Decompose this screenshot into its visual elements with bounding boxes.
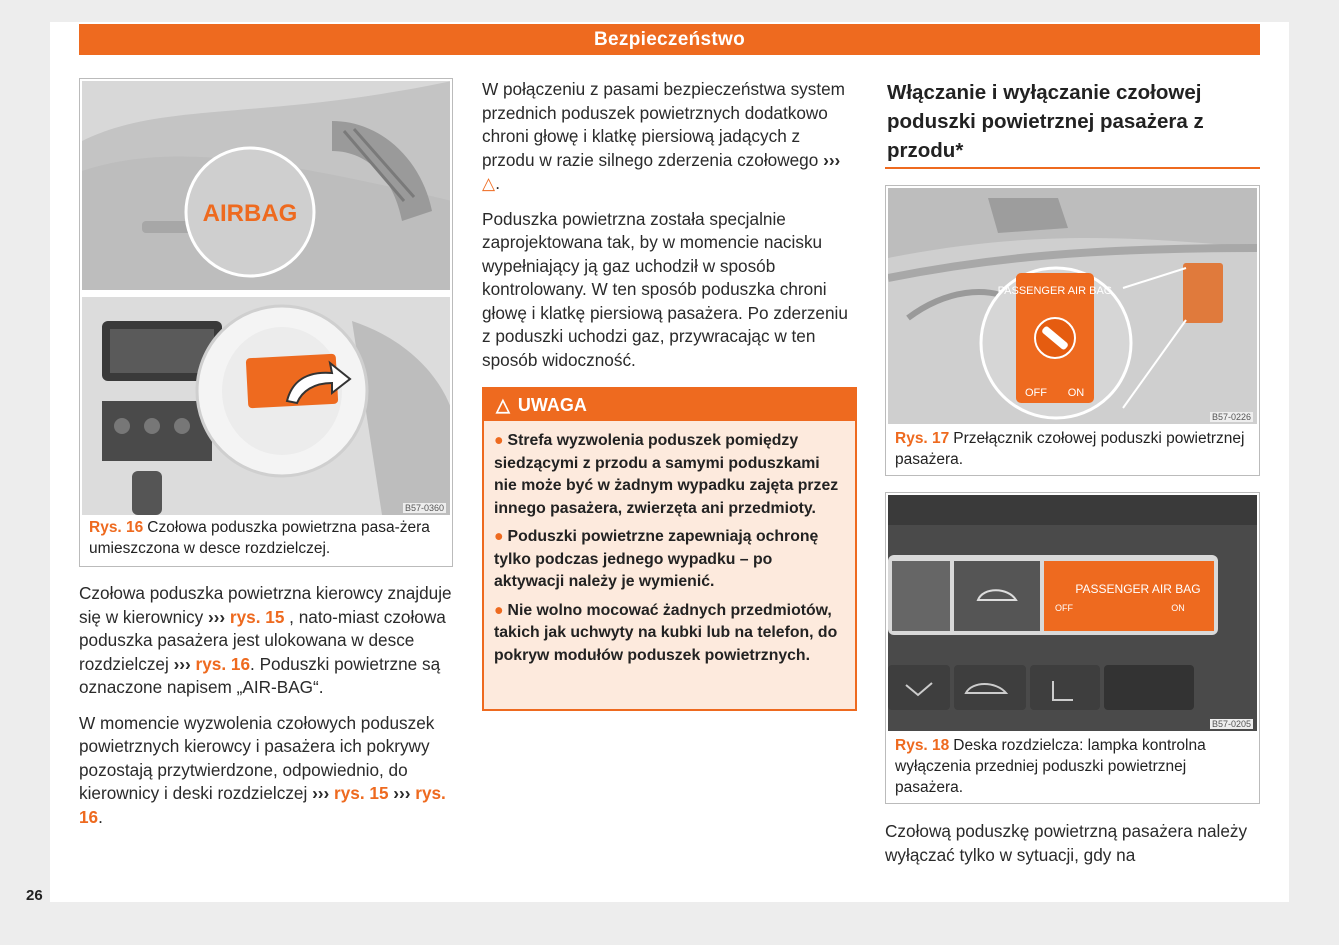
figure-17-code: B57-0226 [1211, 412, 1251, 422]
switch-off-label: OFF [1025, 387, 1047, 399]
ref-arrow: ››› [393, 783, 411, 803]
section-heading: Włączanie i wyłączanie czołowej poduszki powietrznej pasażera z przodu* [887, 81, 1204, 162]
column-3-text [885, 820, 1260, 879]
bullet-icon: ● [494, 432, 504, 449]
figure-18-caption-text: Deska rozdzielcza: lampka kontrolna wyłączenia przedniej poduszki powietrznej pasażera. [895, 737, 1206, 796]
warning-item-text: Strefa wyzwolenia poduszek pomiędzy siedzącymi z przodu a samymi poduszkami nie może być w żadnym wypadku zajęta przez innego pasażera, zwierzęta ani przedmioty. [494, 432, 839, 517]
ref-arrow: ››› [312, 783, 330, 803]
text-span: . Poduszki powietrzne są oznaczone napisem „AIR-BAG“. [79, 653, 441, 697]
heading-divider [885, 167, 1260, 169]
ref-link-rys15[interactable]: rys. 15 [229, 606, 285, 627]
warning-box [482, 387, 857, 711]
column-2-text [482, 78, 857, 384]
ref-arrow: ››› [173, 653, 191, 674]
figure-18-code: B57-0205 [1211, 719, 1251, 729]
text-span: . [98, 806, 103, 827]
warning-title: UWAGA [517, 395, 587, 415]
ref-link-rys16[interactable]: rys. 16 [79, 783, 446, 827]
text-span: , nato-miast czołowa poduszka pasażera jest ulokowana w desce rozdzielczej [79, 606, 446, 674]
lamp-text: PASSENGER AIR BAG [1075, 582, 1201, 596]
figure-18-caption [895, 735, 1253, 798]
warning-item [494, 430, 845, 520]
figure-16-label: Rys. 16 [89, 519, 144, 536]
column-1-text [79, 582, 457, 841]
warning-item [494, 526, 845, 594]
warning-icon: △ [496, 395, 510, 415]
figure-16-caption-text: Czołowa poduszka powietrzna pasa-żera umieszczona w desce rozdzielczej. [89, 519, 430, 557]
figure-16-code: B57-0360 [404, 503, 444, 513]
figure-18 [885, 492, 1260, 804]
figure-16-image [82, 81, 450, 515]
figure-18-image [888, 495, 1257, 731]
figure-18-label: Rys. 18 [895, 737, 950, 754]
dashboard-lamp-illustration [888, 495, 1257, 731]
lamp-on-label: ON [1171, 603, 1185, 613]
airbag-dashboard-illustration [82, 81, 450, 515]
paragraph-airbag-covers [79, 712, 457, 830]
paragraph-disable-airbag: Czołową poduszkę powietrzną pasażera należy wyłączać tylko w sytuacji, gdy na [885, 821, 1248, 865]
ref-arrow: ››› [207, 606, 226, 627]
airbag-label: AIRBAG [202, 200, 298, 227]
bullet-icon: ● [494, 528, 504, 545]
figure-17-caption-text: Przełącznik czołowej poduszki powietrznej pasażera. [895, 430, 1245, 468]
figure-16 [79, 78, 453, 567]
warning-item [494, 600, 845, 668]
paragraph-airbag-location [79, 582, 457, 700]
paragraph-system: W połączeniu z pasami bezpieczeństwa system przednich poduszek powietrznych dodatkowo chroni głowę i klatkę piersiową jadących z przodu w razie silnego zderzenia czołowego ››› △. [482, 79, 846, 193]
airbag-switch-illustration [888, 188, 1257, 424]
lamp-off-label: OFF [1055, 603, 1073, 613]
figure-17 [885, 185, 1260, 476]
figure-17-image [888, 188, 1257, 424]
section-header: Bezpieczeństwo [79, 24, 1260, 55]
figure-17-caption [895, 428, 1253, 470]
ref-link-rys15[interactable]: rys. 15 [334, 783, 389, 803]
figure-17-label: Rys. 17 [895, 430, 950, 447]
text-span: Czołowa poduszka powietrzna kierowcy znajduje się w kierownicy [79, 583, 452, 627]
warning-item-text: Poduszki powietrzne zapewniają ochronę tylko podczas jednego wypadku – po aktywacji należy je wymienić. [494, 528, 819, 590]
page-number: 26 [26, 887, 43, 904]
switch-title: PASSENGER AIR BAG [997, 285, 1113, 297]
warning-list [484, 421, 855, 667]
bullet-icon: ● [494, 601, 504, 619]
warning-triangle-icon[interactable]: △ [482, 173, 496, 193]
ref-arrow: ››› [823, 149, 841, 170]
text-span: W momencie wyzwolenia czołowych poduszek powietrznych kierowcy i pasażera ich pokrywy pozostają przytwierdzone, odpowiednio, do kierownicy i deski rozdzielczej [79, 712, 435, 803]
ref-link-rys16[interactable]: rys. 16 [195, 653, 251, 674]
warning-item-text: Nie wolno mocować żadnych przedmiotów, takich jak uchwyty na kubki lub na telefon, do pokryw modułów poduszek powietrznych. [494, 601, 838, 664]
text-span: W połączeniu z pasami bezpieczeństwa system przednich poduszek powietrznych dodatkowo chroni głowę i klatkę piersiową jadących z przodu w razie silnego zderzenia czołowego [482, 79, 846, 170]
warning-header [484, 389, 855, 421]
switch-on-label: ON [1067, 387, 1085, 399]
paragraph-design: Poduszka powietrzna została specjalnie zaprojektowana tak, by w momencie nacisku wypełniający ją gaz uchodził w sposób kontrolowany. W ten sposób poduszka chroni głowę i klatkę piersiową pasażera. Po zderzeniu z poduszki uchodzi gaz, przywracając w ten sposób widoczność. [482, 208, 848, 370]
figure-16-caption [89, 517, 446, 559]
